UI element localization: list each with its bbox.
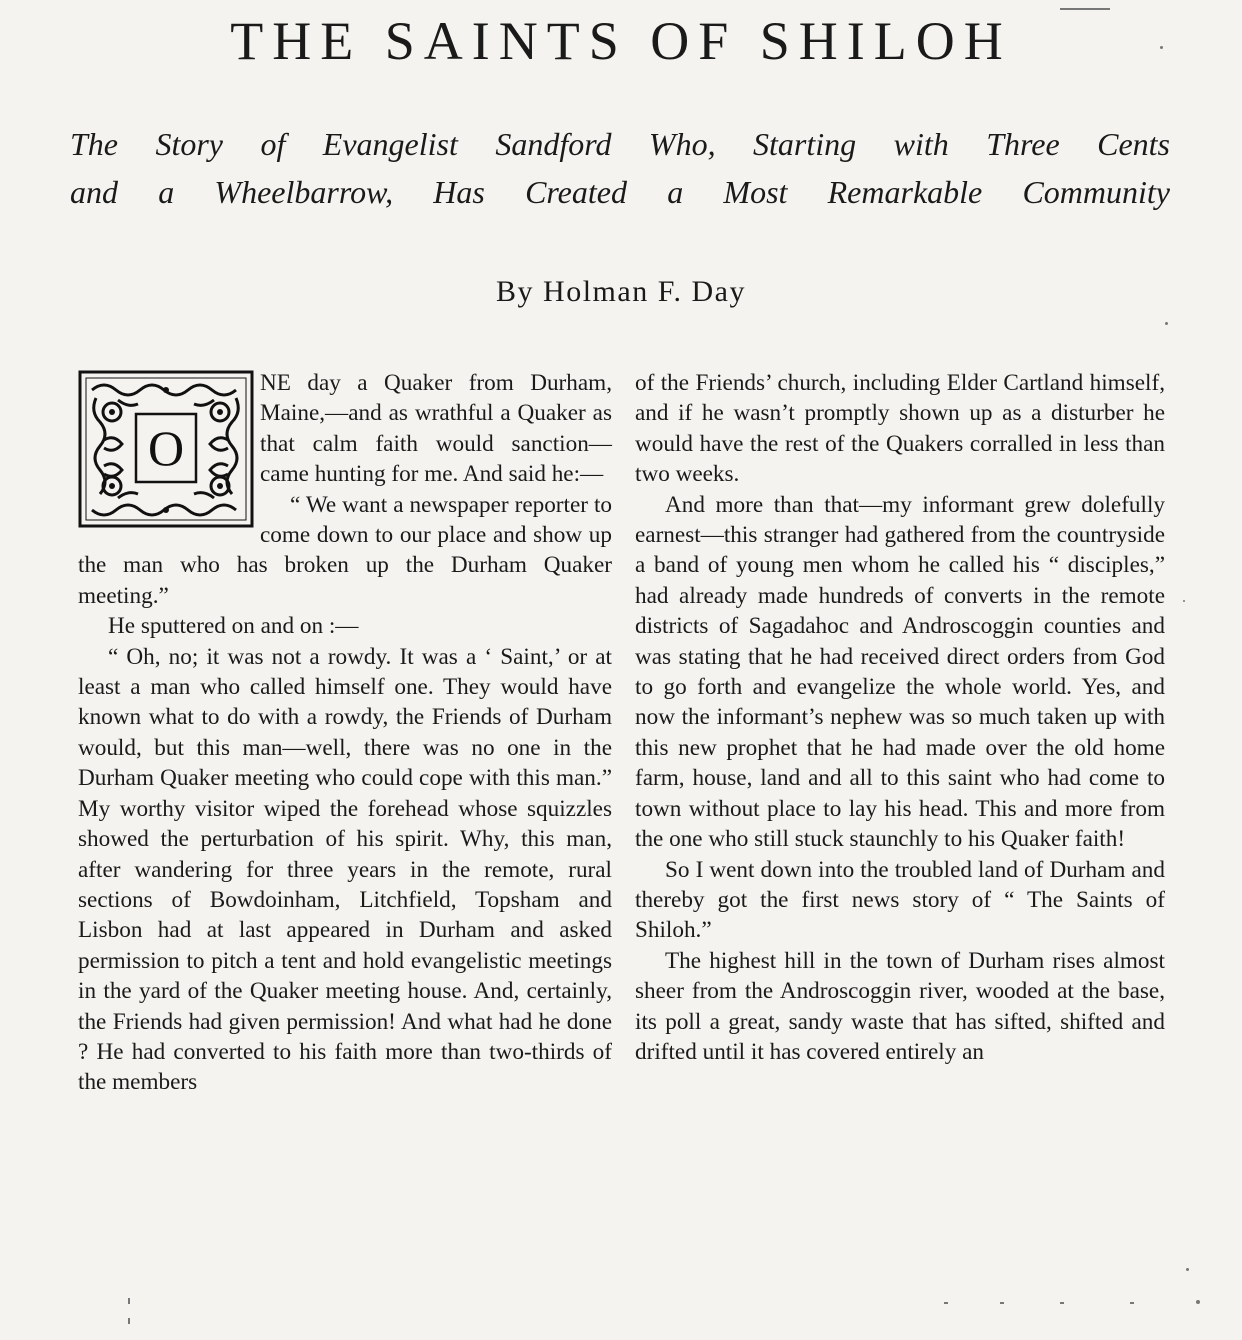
right-column (635, 368, 1165, 1067)
dropcap-ornament (78, 370, 254, 528)
subtitle-line-1: The Story of Evangelist Sandford Who, Starting with Three Cents (70, 126, 1170, 162)
article-title: THE SAINTS OF SHILOH (230, 11, 1012, 71)
paragraph: “ Oh, no; it was not a rowdy. It was a ‘ Saint,’ or at least a man who called himself one. They would have known what to do with a rowdy, the Friends of Durham would, but this man—well, there was no one in the Durham Quaker meeting who could cope with this man.” My worthy visitor wiped the forehead whose squizzles showed the perturbation of his spirit. Why, this man, after wandering for three years in the remote, rural sections of Bowdoinham, Litchfield, Topsham and Lisbon had at last appeared in Durham and asked permission to pitch a tent and hold evangelistic meetings in the yard of the Quaker meeting house. And, certainly, the Friends had given permission! And what had he done ? He had converted to his faith more than two-thirds of the members (78, 643, 612, 1096)
paragraph: of the Friends’ church, including Elder Cartland himself, and if he wasn’t promptly shown up as a disturber he would have the rest of the Quakers corralled in less than two weeks. (635, 370, 1165, 488)
article-byline: By Holman F. Day (496, 275, 746, 308)
article-subtitle (70, 120, 1170, 216)
paragraph: He sputtered on and on :— (108, 613, 359, 640)
dropcap-letter: O (147, 420, 185, 476)
subtitle-line-2: and a Wheelbarrow, Has Created a Most Remarkable Community (70, 174, 1170, 210)
left-column (78, 368, 612, 1098)
paragraph: And more than that—my informant grew dolefully earnest—this stranger had gathered from the countryside a band of young men whom he called his “ disciples,” had already made hundreds of converts in the remote districts of Sagadahoc and Androscoggin counties and was stating that he had received direct orders from God to go forth and evangelize the whole world. Yes, and now the informant’s nephew was so much taken up with this new prophet that he had made over the old home farm, house, land and all to this saint who had come to town without place to lay his head. This and more from the one who still stuck staunchly to his Quaker faith! (635, 491, 1165, 853)
paragraph: “ We want a newspaper reporter to come down to our place and show up the man who has broken up the Durham Quaker meeting.” (78, 491, 612, 609)
paragraph: NE day a Quaker from Durham, Maine,—and as wrathful a Quaker as that calm faith would sanction—came hunting for me. And said he:— (260, 370, 612, 488)
paragraph: The highest hill in the town of Durham rises almost sheer from the Androscoggin river, wooded at the base, its poll a great, sandy waste that has sifted, shifted and drifted until it has covered entirely an (635, 947, 1165, 1065)
paragraph: So I went down into the troubled land of Durham and thereby got the first news story of “ The Saints of Shiloh.” (635, 856, 1165, 944)
